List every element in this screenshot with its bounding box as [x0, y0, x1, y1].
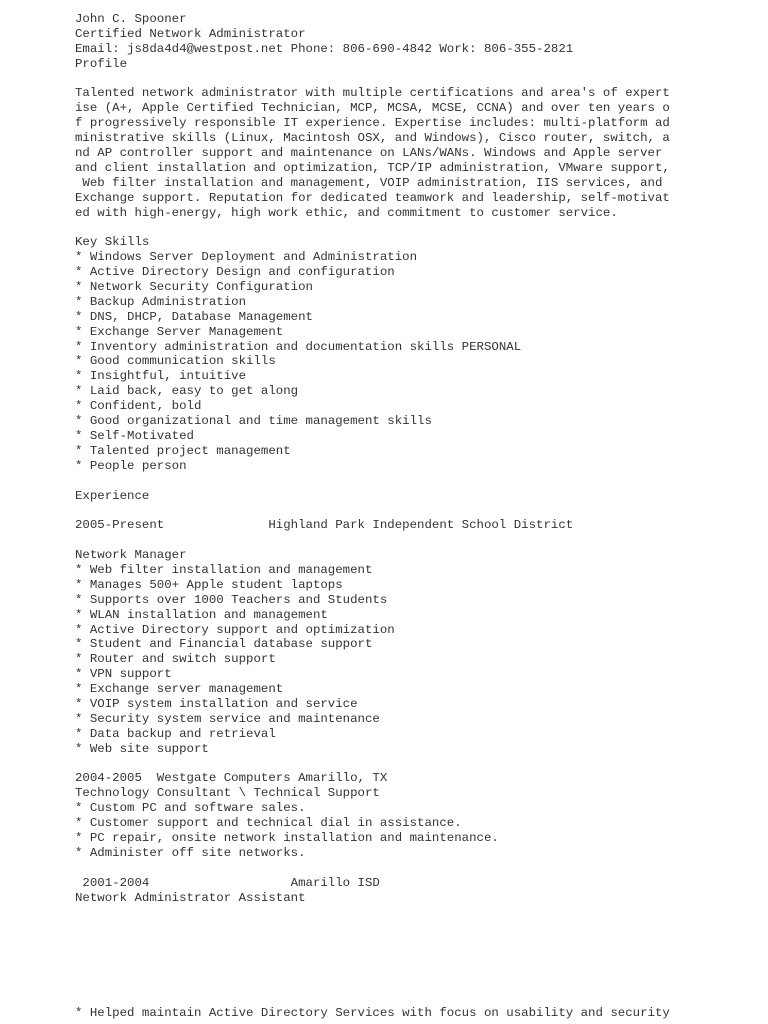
list-item: * Talented project management — [75, 443, 291, 458]
profile-line: Exchange support. Reputation for dedicated teamwork and leadership, self-motivat — [75, 190, 670, 205]
job-highland-park — [75, 518, 670, 756]
job-date-employer: 2004-2005 Westgate Computers Amarillo, TX — [75, 771, 388, 786]
list-item: * PC repair, onsite network installation and maintenance. — [75, 830, 499, 845]
profile-line: Talented network administrator with multiple certifications and area's of expert — [75, 86, 670, 101]
list-item: * Helped maintain Active Directory Services with focus on usability and security — [75, 1006, 670, 1020]
profile-line: Web filter installation and management, VOIP administration, IIS services, and — [75, 175, 663, 190]
list-item: * Laid back, easy to get along — [75, 384, 299, 399]
job-amarillo-isd — [75, 876, 670, 906]
list-item: * Exchange Server Management — [75, 324, 284, 339]
profile-heading: Profile — [75, 56, 128, 71]
list-item: * Custom PC and software sales. — [75, 801, 306, 816]
resume-document — [75, 12, 670, 905]
list-item: * Active Directory support and optimization — [75, 622, 395, 637]
list-item: * WLAN installation and management — [75, 607, 328, 622]
list-item: * Student and Financial database support — [75, 637, 373, 652]
profile-line: ministrative skills (Linux, Macintosh OSX, and Windows), Cisco router, switch, a — [75, 131, 670, 146]
list-item: * Windows Server Deployment and Administration — [75, 250, 418, 265]
list-item: * Web site support — [75, 741, 209, 756]
list-item: * Backup Administration — [75, 294, 247, 309]
job-date-employer: 2001-2004 Amarillo ISD — [75, 875, 380, 890]
profile-line: f progressively responsible IT experience. Expertise includes: multi-platform ad — [75, 116, 670, 131]
job-title: Technology Consultant \ Technical Support — [75, 786, 380, 801]
job-date-employer: 2005-Present Highland Park Independent School District — [75, 518, 574, 533]
job-title: Network Administrator Assistant — [75, 890, 306, 905]
list-item: * VPN support — [75, 667, 172, 682]
list-item: * Good organizational and time management skills — [75, 414, 432, 429]
list-item: * Manages 500+ Apple student laptops — [75, 577, 343, 592]
list-item: * Exchange server management — [75, 682, 284, 697]
list-item: * Router and switch support — [75, 652, 276, 667]
list-item: * VOIP system installation and service — [75, 696, 358, 711]
profile-line: nd AP controller support and maintenance on LANs/WANs. Windows and Apple server — [75, 146, 663, 161]
contact-line: Email: js8da4d4@westpost.net Phone: 806-690-4842 Work: 806-355-2821 — [75, 41, 574, 56]
key-skills-list — [75, 250, 670, 473]
candidate-title: Certified Network Administrator — [75, 26, 306, 41]
list-item: * Administer off site networks. — [75, 845, 306, 860]
job-westgate — [75, 771, 670, 860]
list-item: * People person — [75, 458, 187, 473]
job-title: Network Manager — [75, 548, 187, 563]
profile-line: ed with high-energy, high work ethic, and commitment to customer service. — [75, 205, 618, 220]
list-item: * Confident, bold — [75, 399, 202, 414]
key-skills-heading: Key Skills — [75, 235, 150, 250]
list-item: * DNS, DHCP, Database Management — [75, 309, 313, 324]
list-item: * Network Security Configuration — [75, 280, 313, 295]
profile-paragraph — [75, 86, 670, 220]
list-item: * Web filter installation and management — [75, 562, 373, 577]
profile-line: and client installation and optimization, TCP/IP administration, VMware support, — [75, 160, 670, 175]
list-item: * Supports over 1000 Teachers and Students — [75, 592, 388, 607]
profile-line: ise (A+, Apple Certified Technician, MCP, MCSA, MCSE, CCNA) and over ten years o — [75, 101, 670, 116]
list-item: * Good communication skills — [75, 354, 276, 369]
list-item: * Inventory administration and documentation skills PERSONAL — [75, 339, 522, 354]
list-item: * Insightful, intuitive — [75, 369, 247, 384]
list-item: * Security system service and maintenance — [75, 711, 380, 726]
candidate-name: John C. Spooner — [75, 12, 187, 26]
list-item: * Self-Motivated — [75, 428, 194, 443]
list-item: * Customer support and technical dial in assistance. — [75, 816, 462, 831]
list-item: * Active Directory Design and configuration — [75, 265, 395, 280]
list-item: * Data backup and retrieval — [75, 726, 276, 741]
experience-heading: Experience — [75, 488, 150, 503]
